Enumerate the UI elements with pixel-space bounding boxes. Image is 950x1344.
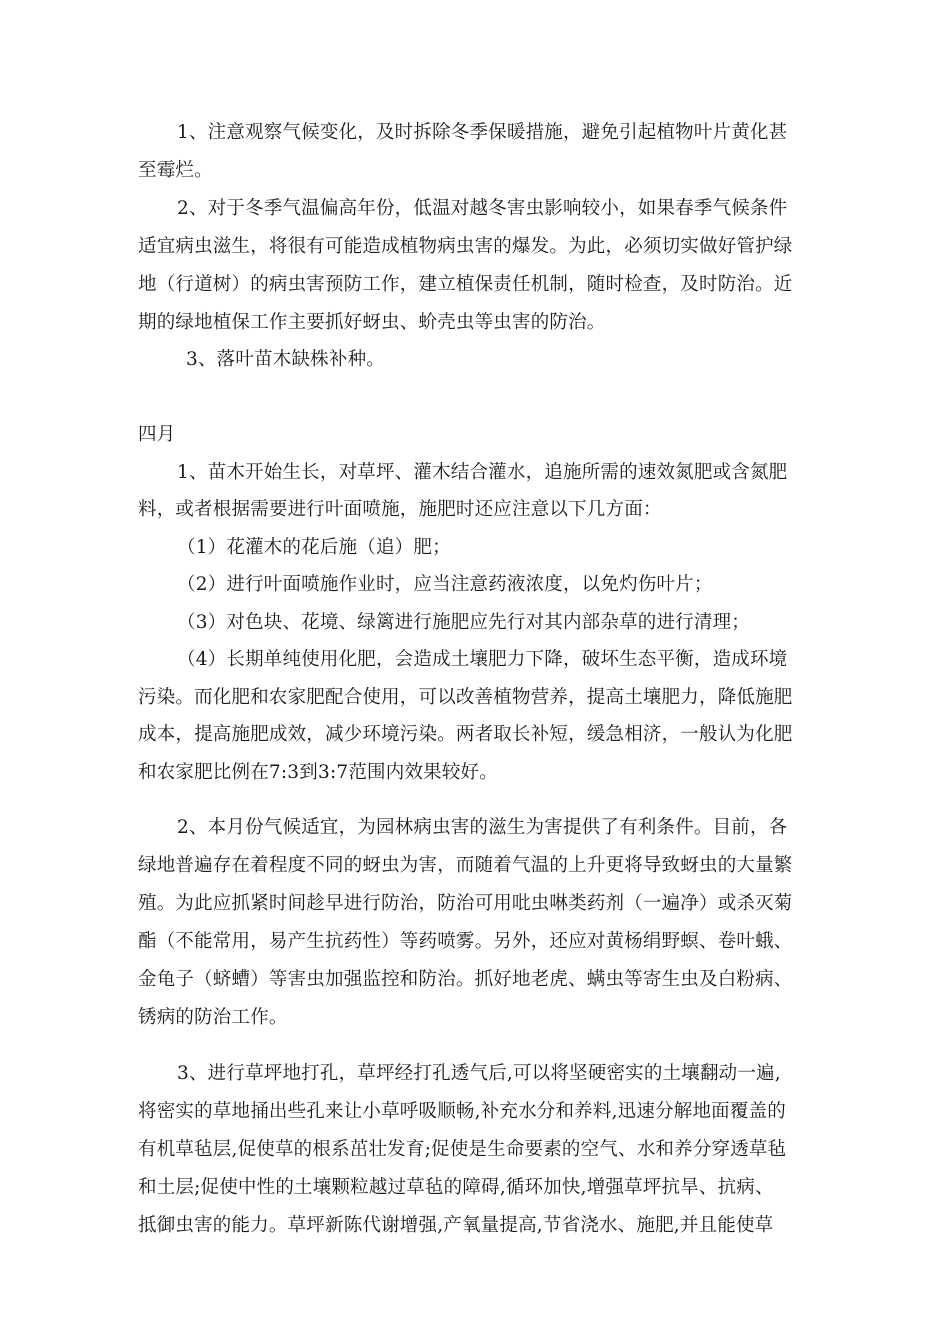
paragraph-line: 和土层;促使中性的土壤颗粒越过草毡的障碍,循环加快,增强草坪抗旱、抗病、 bbox=[138, 1177, 774, 1198]
paragraph-line: 至霉烂。 bbox=[138, 160, 213, 181]
paragraph-line: 3、落叶苗木缺株补种。 bbox=[186, 349, 385, 370]
paragraph-line: 酯（不能常用，易产生抗药性）等药喷雾。另外，还应对黄杨绢野螟、卷叶蛾、 bbox=[138, 931, 793, 952]
paragraph-line: 适宜病虫滋生，将很有可能造成植物病虫害的爆发。为此，必须切实做好管护绿 bbox=[138, 236, 793, 257]
paragraph-line: 金龟子（蛴螬）等害虫加强监控和防治。抓好地老虎、螨虫等寄生虫及白粉病、 bbox=[138, 969, 793, 990]
list-item-line: （4）长期单纯使用化肥，会造成土壤肥力下降，破坏生态平衡，造成环境 bbox=[177, 649, 788, 670]
paragraph-line: 3、进行草坪地打孔，草坪经打孔透气后,可以将坚硬密实的土壤翻动一遍, bbox=[177, 1063, 781, 1084]
paragraph-line: 2、对于冬季气温偏高年份，低温对越冬害虫影响较小，如果春季气候条件 bbox=[177, 198, 788, 219]
paragraph-line: 期的绿地植保工作主要抓好蚜虫、蚧壳虫等虫害的防治。 bbox=[138, 312, 606, 333]
paragraph-line: 1、注意观察气候变化，及时拆除冬季保暖措施，避免引起植物叶片黄化甚 bbox=[177, 122, 788, 143]
list-item-line: （3）对色块、花境、绿篱进行施肥应先行对其内部杂草的进行清理； bbox=[177, 612, 750, 633]
paragraph-line: 和农家肥比例在7:3到3:7范围内效果较好。 bbox=[138, 762, 498, 783]
paragraph-line: 殖。为此应抓紧时间趁早进行防治，防治可用吡虫啉类药剂（一遍净）或杀灭菊 bbox=[138, 893, 793, 914]
section-heading: 四月 bbox=[138, 424, 176, 445]
list-item-line: （1）花灌木的花后施（追）肥； bbox=[177, 537, 451, 558]
paragraph-line: 料，或者根据需要进行叶面喷施，施肥时还应注意以下几方面： bbox=[138, 499, 662, 520]
paragraph-line: 污染。而化肥和农家肥配合使用，可以改善植物营养，提高土壤肥力，降低施肥 bbox=[138, 687, 793, 708]
paragraph-line: 锈病的防治工作。 bbox=[138, 1007, 288, 1028]
paragraph-line: 抵御虫害的能力。草坪新陈代谢增强,产氧量提高,节省浇水、施肥,并且能使草 bbox=[138, 1215, 774, 1236]
paragraph-line: 2、本月份气候适宜，为园林病虫害的滋生为害提供了有利条件。目前，各 bbox=[177, 817, 788, 838]
paragraph-line: 有机草毡层,促使草的根系茁壮发育;促使是生命要素的空气、水和养分穿透草毡 bbox=[138, 1139, 787, 1160]
paragraph-line: 地（行道树）的病虫害预防工作，建立植保责任机制，随时检查，及时防治。近 bbox=[138, 274, 793, 295]
paragraph-line: 1、苗木开始生长，对草坪、灌木结合灌水，追施所需的速效氮肥或含氮肥 bbox=[177, 462, 788, 483]
paragraph-line: 成本，提高施肥成效，减少环境污染。两者取长补短，缓急相济，一般认为化肥 bbox=[138, 724, 793, 745]
paragraph-line: 将密实的草地捅出些孔来让小草呼吸顺畅,补充水分和养料,迅速分解地面覆盖的 bbox=[138, 1101, 786, 1122]
list-item-line: （2）进行叶面喷施作业时，应当注意药液浓度，以免灼伤叶片； bbox=[177, 574, 713, 595]
paragraph-line: 绿地普遍存在着程度不同的蚜虫为害，而随着气温的上升更将导致蚜虫的大量繁 bbox=[138, 855, 793, 876]
